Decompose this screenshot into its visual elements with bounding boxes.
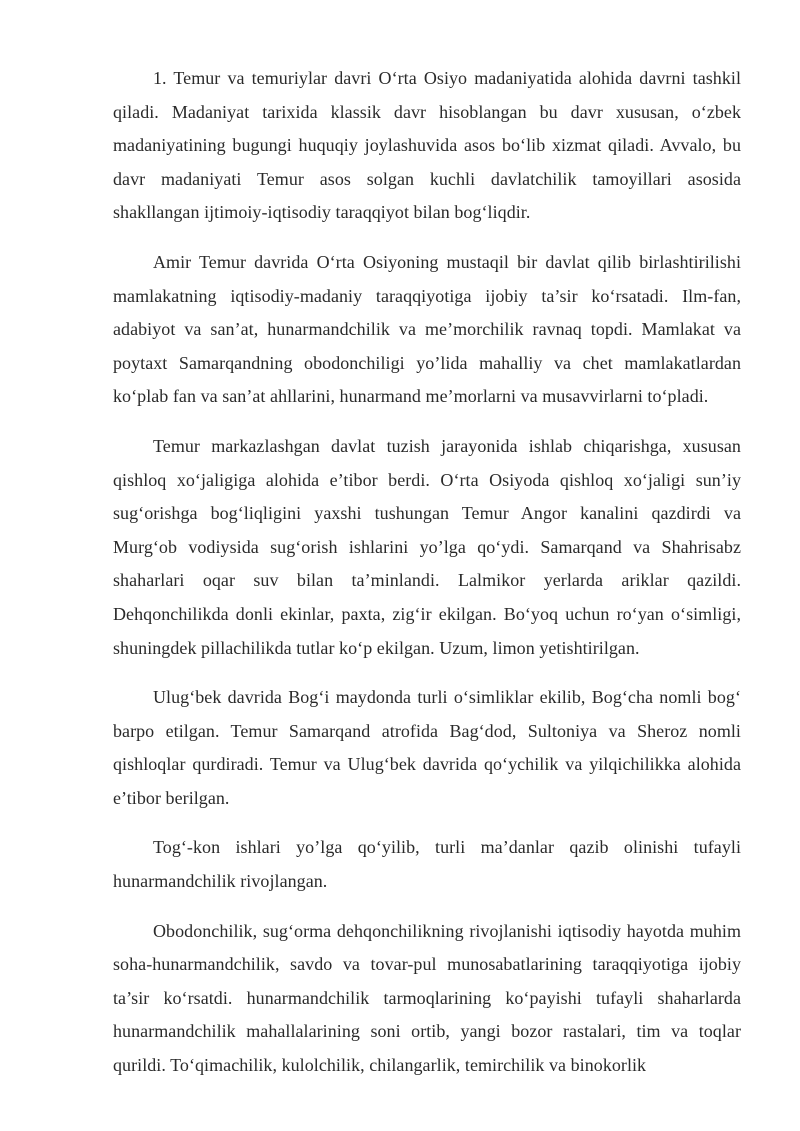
paragraph: Amir Temur davrida O‘rta Osiyoning mustaqil bir davlat qilib birlashtirilishi mamlakatning iqtisodiy-madaniy taraqqiyotiga ijobiy ta’sir ko‘rsatadi. Ilm-fan, adabiyot va san’at, hunarmandchilik va me’morchilik ravnaq topdi. Mamlakat va poytaxt Samarqandning obodonchiligi yo’lida mahalliy va chet mamlakatlardan ko‘plab fan va san’at ahllarini, hunarmand me’morlarni va musavvirlarni to‘pladi. <box>113 251 741 407</box>
paragraph: Temur markazlashgan davlat tuzish jarayonida ishlab chiqarishga, xususan qishloq xo‘jaligiga alohida e’tibor berdi. O‘rta Osiyoda qishloq xo‘jaligi sun’iy sug‘orishga bog‘liqligini yaxshi tushungan Temur Angor kanalini qazdirdi va Murg‘ob vodiysida sug‘orish ishlarini yo’lga qo‘ydi. Samarqand va Shahrisabz shaharlari oqar suv bilan ta’minlandi. Lalmikor yerlarda ariklar qazildi. Dehqonchilikda donli ekinlar, paxta, zig‘ir ekilgan. Bo‘yoq uchun ro‘yan o‘simligi, shuningdek pillachilikda tutlar ko‘p ekilgan. Uzum, limon yetishtirilgan. <box>113 435 741 658</box>
paragraph: Tog‘-kon ishlari yo’lga qo‘yilib, turli ma’danlar qazib olinishi tufayli hunarmandchilik rivojlangan. <box>113 837 741 892</box>
paragraph: Ulug‘bek davrida Bog‘i maydonda turli o‘simliklar ekilib, Bog‘cha nomli bog‘ barpo etilgan. Temur Samarqand atrofida Bag‘dod, Sultoniya va Sheroz nomli qishloqlar qurdiradi. Temur va Ulug‘bek davrida qo‘ychilik va yilqichilikka alohida e’tibor berilgan. <box>113 687 741 808</box>
paragraph: 1. Temur va temuriylar davri O‘rta Osiyo madaniyatida alohida davrni tashkil qiladi. Madaniyat tarixida klassik davr hisoblangan bu davr xususan, o‘zbek madaniyatining bugungi huquqiy joylashuvida asos bo‘lib xizmat qiladi. Avvalo, bu davr madaniyati Temur asos solgan kuchli davlatchilik tamoyillari asosida shakllangan ijtimoiy-iqtisodiy taraqqiyot bilan bog‘liqdir. <box>113 68 741 223</box>
document-page <box>113 62 741 1099</box>
paragraph: Obodonchilik, sug‘orma dehqonchilikning rivojlanishi iqtisodiy hayotda muhim soha-hunarmandchilik, savdo va tovar-pul munosabatlarining taraqqiyotiga ijobiy ta’sir ko‘rsatdi. hunarmandchilik tarmoqlarining ko‘payishi tufayli shaharlarda hunarmandchilik mahallalarining soni ortib, yangi bozor rastalari, tim va toqlar qurildi. To‘qimachilik, kulolchilik, chilangarlik, temirchilik va binokorlik <box>113 920 741 1076</box>
